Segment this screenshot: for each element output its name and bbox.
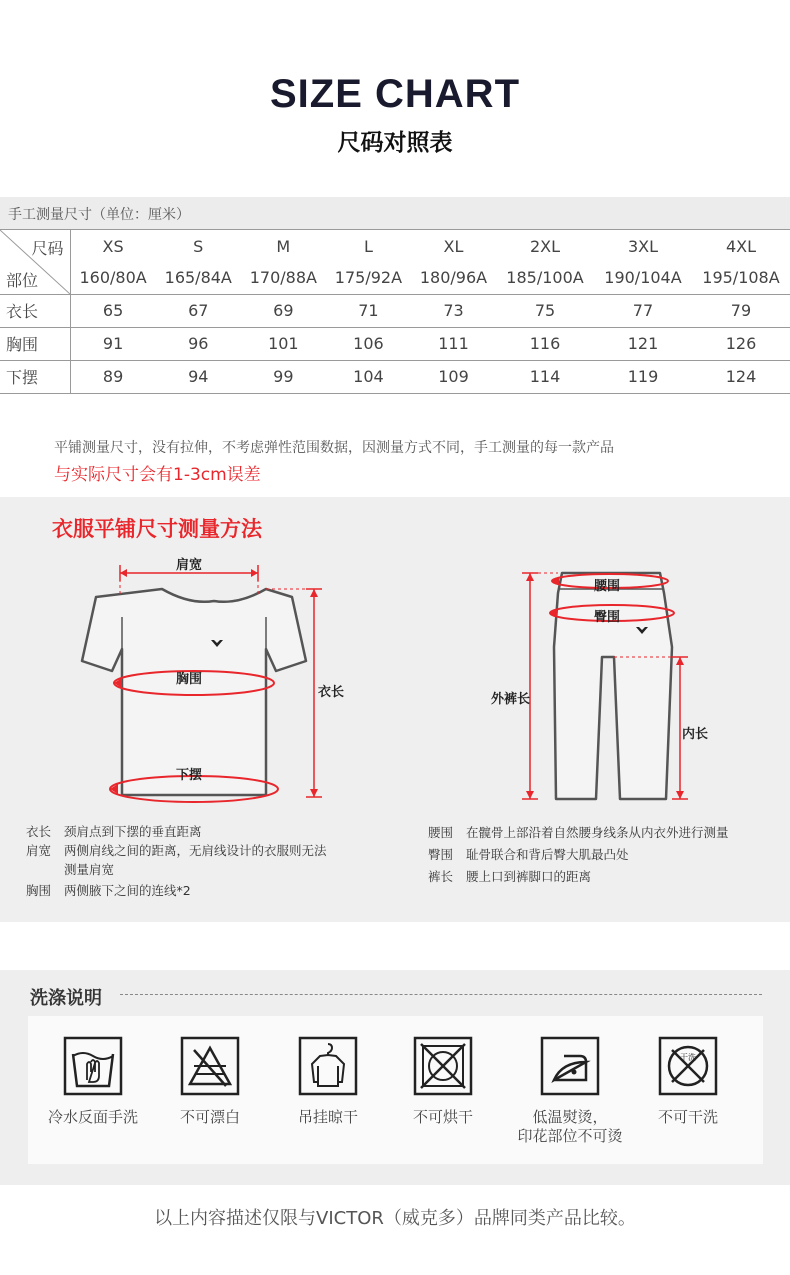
table-cell: 67 [156,294,241,327]
table-cell: 89 [70,360,156,393]
length-label: 衣长 [318,685,345,700]
table-cell: 114 [496,360,594,393]
size-col-header: XL [443,236,464,256]
definition-row: 胸围 两侧腋下之间的连线*2 [26,883,191,898]
table-cell: 109 [411,360,496,393]
page-title: SIZE CHART [270,72,520,116]
definition-row: 肩宽 两侧肩线之间的距离，无肩线设计的衣服则无法 [26,843,327,858]
size-header-row [0,230,790,262]
size-col-header: XS [102,236,124,256]
table-row [0,327,790,360]
wash-item [383,1036,503,1127]
row-label: 衣长 [0,294,70,327]
spec-cell: 165/84A [156,262,241,294]
table-cell: 124 [692,360,790,393]
size-col-header: 2XL [529,236,561,256]
table-cell: 126 [692,327,790,360]
chest-label: 胸围 [176,672,203,687]
corner-cell [0,230,70,294]
table-cell: 121 [594,327,692,360]
dry-clean-text: 干洗 [680,1053,696,1062]
hang-dry-icon [298,1036,358,1096]
shoulder-label: 肩宽 [176,558,203,573]
definition-row: 腰围 在髋骨上部沿着自然腰身线条从内衣外进行测量 [428,825,729,840]
spec-cell: 175/92A [326,262,411,294]
row-label: 胸围 [0,327,70,360]
wash-item [268,1036,388,1127]
spec-cell: 180/96A [411,262,496,294]
row-label: 下摆 [0,360,70,393]
low-iron-icon [540,1036,600,1096]
table-cell: 101 [241,327,326,360]
shirt-definitions [26,822,327,900]
table-cell: 99 [241,360,326,393]
table-cell: 96 [156,327,241,360]
definition-row: 臀围 耻骨联合和背后臀大肌最凸处 [428,847,629,862]
table-row [0,294,790,327]
footer-disclaimer: 以上内容描述仅限与VICTOR（威克多）品牌同类产品比较。 [154,1208,636,1229]
wash-item [33,1036,153,1127]
definition-row: 衣长 颈肩点到下摆的垂直距离 [26,824,202,839]
spec-cell: 170/88A [241,262,326,294]
spec-cell: 185/100A [496,262,594,294]
divider [120,994,762,995]
table-cell: 73 [411,294,496,327]
washing-panel [28,1016,763,1164]
table-cell: 94 [156,360,241,393]
size-table [0,230,790,394]
wash-label: 吊挂晾干 [297,1108,358,1126]
table-cell: 111 [411,327,496,360]
table-cell: 77 [594,294,692,327]
inseam-label: 内长 [682,727,709,742]
table-row [0,360,790,393]
wash-item [505,1036,635,1146]
wash-item [150,1036,270,1127]
no-dry-clean-icon [658,1036,718,1096]
definition-row: 裤长 腰上口到裤脚口的距离 [428,869,592,884]
spec-cell: 160/80A [70,262,156,294]
hand-wash-icon [63,1036,123,1096]
washing-section [0,970,790,1185]
outseam-label: 外裤长 [491,692,531,707]
waist-label: 腰围 [594,579,621,594]
hip-label: 臀围 [594,610,621,625]
size-col-header: 3XL [627,236,659,256]
wash-label: 不可干洗 [657,1108,718,1126]
spec-cell: 190/104A [594,262,692,294]
size-col-header: 4XL [725,236,757,256]
table-cell: 69 [241,294,326,327]
unit-note: 手工测量尺寸（单位：厘米） [0,197,790,230]
measurement-note: 平铺测量尺寸，没有拉伸，不考虑弹性范围数据，因测量方式不同，手工测量的每一款产品 [54,440,614,456]
wash-label: 不可烘干 [412,1108,473,1126]
table-cell: 91 [70,327,156,360]
washing-title: 洗涤说明 [30,988,102,1009]
hem-label: 下摆 [176,768,203,783]
wash-label: 冷水反面手洗 [47,1108,138,1126]
error-margin-note: 与实际尺寸会有1-3cm误差 [54,465,261,485]
measurement-title: 衣服平铺尺寸测量方法 [52,517,262,541]
table-cell: 106 [326,327,411,360]
measurement-section [0,497,790,922]
page-subtitle: 尺码对照表 [337,130,453,156]
table-cell: 116 [496,327,594,360]
tshirt-diagram [70,557,360,817]
size-col-header: S [193,236,204,256]
table-cell: 75 [496,294,594,327]
pants-definitions [428,822,729,888]
definition-row: 测量肩宽 [64,862,115,877]
wash-item [628,1036,748,1127]
spec-row [0,262,790,294]
table-cell: 79 [692,294,790,327]
table-cell: 65 [70,294,156,327]
corner-bottom-label: 部位 [6,271,39,290]
size-col-header: L [363,236,373,256]
corner-top-label: 尺码 [31,239,64,258]
no-bleach-icon [180,1036,240,1096]
table-cell: 119 [594,360,692,393]
size-col-header: M [276,236,291,256]
spec-cell: 195/108A [692,262,790,294]
wash-label: 不可漂白 [179,1108,240,1126]
no-tumble-dry-icon [413,1036,473,1096]
table-cell: 71 [326,294,411,327]
table-cell: 104 [326,360,411,393]
wash-label: 低温熨烫， 印花部位不可烫 [517,1108,623,1145]
